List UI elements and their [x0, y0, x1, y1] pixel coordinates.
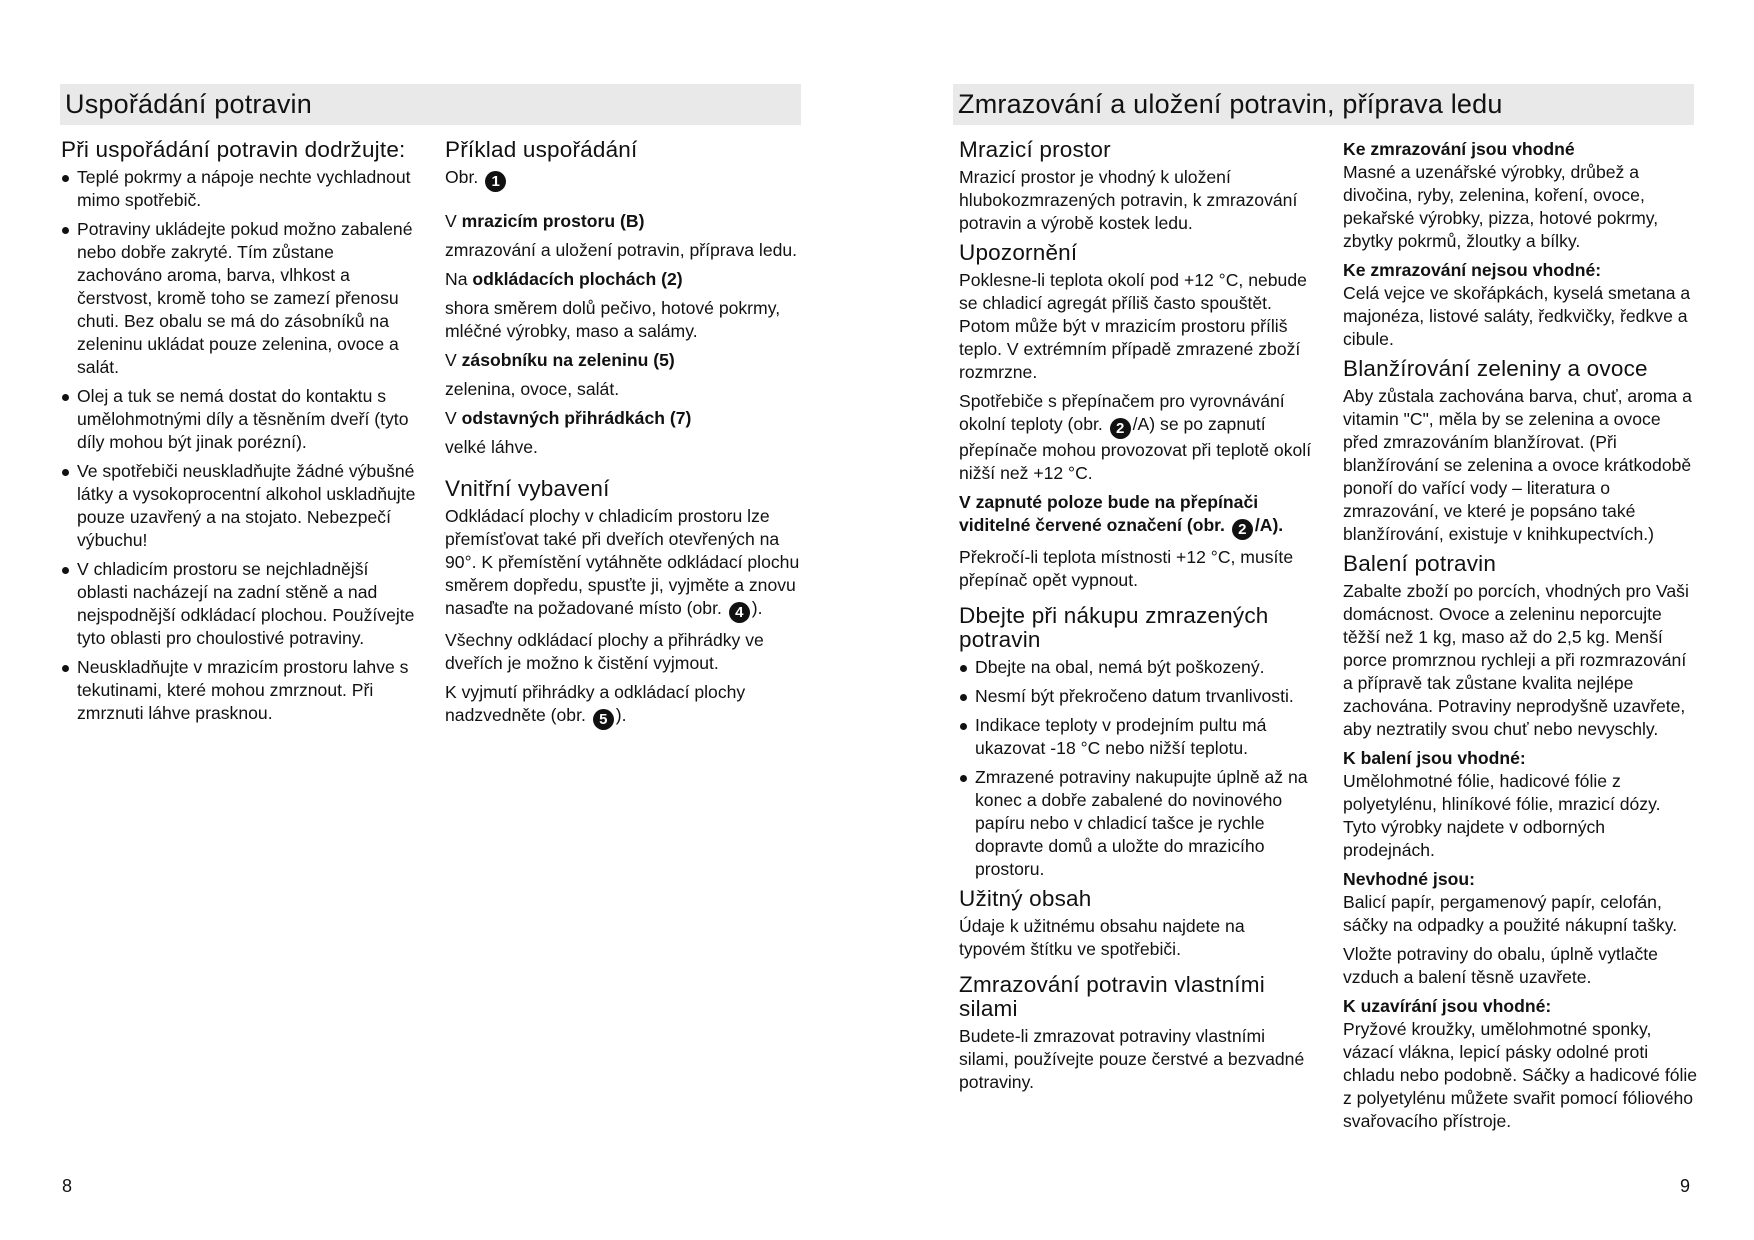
warning-heading: Upozornění [959, 240, 1078, 265]
packaging-suitable-paragraph: Umělohmotné fólie, hadicové fólie z polyetylénu, hliníkové fólie, mrazicí dózy. Tyto výrobky najdete v odborných prodejnách. [1343, 771, 1661, 860]
warning-paragraph: Překročí-li teplota místnosti +12 °C, musíte přepínač opět vypnout. [959, 547, 1294, 590]
arrangement-rules-list [61, 166, 416, 725]
item-prefix: V [445, 350, 462, 370]
blanching-paragraph: Aby zůstala zachována barva, chuť, aroma a vitamin "C", měla by se zelenina a ovoce před zmrazováním blanžírovat. (Při blanžírování se zelenina a ovoce krátkodobě ponoří do vařící vody – literatura o zmrazování, ve které je popsáno také blanžírování, existuje v knihkupectvích.) [1343, 386, 1692, 544]
list-item: Dbejte na obal, nemá být poškozený. [959, 656, 1314, 679]
interior-paragraph: Odkládací plochy v chladicím prostoru lze přemísťovat také při dveřích otevřených na 90°. K přemístění vytáhněte odkládací plochu směrem dopředu, spusťte ji, vyjměte a znovu nasaďte na požadované místo (obr. 4 ). [445, 506, 800, 621]
item-location: mrazicím prostoru (B) [461, 211, 645, 231]
list-item: Zmrazené potraviny nakupujte úplně až na konec a dobře zabalené do novinového papíru nebo v chladicí tašce je rychle dopravte domů a uložte do mrazicího prostoru. [959, 766, 1314, 881]
example-item [445, 268, 800, 343]
capacity-heading: Užitný obsah [959, 886, 1092, 911]
item-description: shora směrem dolů pečivo, hotové pokrmy, mléčné výrobky, maso a salámy. [445, 298, 781, 341]
unsuitable-heading: Ke zmrazování nejsou vhodné: [1343, 260, 1602, 280]
list-item: Olej a tuk se nemá dostat do kontaktu s umělohmotnými díly a těsněním dveří (tyto díly mohou být jinak porézní). [61, 385, 416, 454]
item-location: zásobníku na zeleninu (5) [461, 350, 675, 370]
right-page [877, 0, 1754, 1240]
packaging-suitable-heading: K balení jsou vhodné: [1343, 748, 1526, 768]
list-item: Neuskladňujte v mrazicím prostoru lahve s tekutinami, které mohou zmrznout. Při zmrznuti láhve prasknou. [61, 656, 416, 725]
capacity-paragraph: Údaje k užitnému obsahu najdete na typovém štítku ve spotřebiči. [959, 916, 1245, 959]
suitable-paragraph: Masné a uzenářské výrobky, drůbež a divočina, ryby, zelenina, koření, ovoce, pekařské výrobky, pizza, hotové pokrmy, zbytky pokrmů, žloutky a bílky. [1343, 162, 1659, 251]
warning-paragraph: Poklesne-li teplota okolí pod +12 °C, nebude se chladicí agregát příliš často spouštět. Potom může být v mrazicím prostoru příliš teplo. V extrémním případě zmrazené zboží rozmrzne. [959, 270, 1307, 382]
right-column-2 [1343, 138, 1698, 1139]
left-column-2 [445, 138, 800, 736]
figure-number-badge: 2 [1232, 519, 1253, 540]
left-page-title: Uspořádání potravin [65, 89, 312, 119]
closing-suitable-heading: K uzavírání jsou vhodné: [1343, 996, 1552, 1016]
item-location: odkládacích plochách (2) [472, 269, 683, 289]
packaging-heading: Balení potravin [1343, 551, 1497, 576]
list-item: Nesmí být překročeno datum trvanlivosti. [959, 685, 1314, 708]
packaging-instructions: Vložte potraviny do obalu, úplně vytlačte vzduch a balení těsně uzavřete. [1343, 944, 1658, 987]
warning-bold-paragraph: V zapnuté poloze bude na přepínači viditelné červené označení (obr. 2 /A). [959, 492, 1284, 538]
list-item: Teplé pokrmy a nápoje nechte vychladnout mimo spotřebič. [61, 166, 416, 212]
item-description: zmrazování a uložení potravin, příprava ledu. [445, 240, 798, 260]
right-page-title: Zmrazování a uložení potravin, příprava ledu [958, 89, 1503, 119]
page-number: 8 [62, 1176, 73, 1196]
item-prefix: Na [445, 269, 473, 289]
example-item [445, 210, 800, 262]
figure-number-badge: 1 [485, 171, 506, 192]
list-item: Ve spotřebiči neuskladňujte žádné výbušné látky a vysokoprocentní alkohol uskladňujte pouze uzavřený a na stojato. Nebezpečí výbuchu! [61, 460, 416, 552]
freezer-paragraph: Mrazicí prostor je vhodný k uložení hlubokozmrazených potravin, k zmrazování potravin a výrobě kostek ledu. [959, 167, 1298, 233]
interior-paragraph: K vyjmutí přihrádky a odkládací plochy nadzvedněte (obr. 5 ). [445, 682, 746, 728]
figure-reference [445, 166, 800, 192]
packaging-paragraph: Zabalte zboží po porcích, vhodných pro Vaši domácnost. Ovoce a zeleninu neporcujte těžší než 1 kg, maso až do 2,5 kg. Menší porce promrznou rychleji a při rozmrazování a přípravě tak zůstane kvalita nejlépe zachována. Potraviny neprodyšně uzavřete, aby neztratily svou chuť nebo nevyschly. [1343, 581, 1689, 739]
list-item: Potraviny ukládejte pokud možno zabalené nebo dobře zakryté. Tím zůstane zachováno aroma, barva, vlhkost a čerstvost, kromě toho se zamezí přenosu chuti. Bez obalu se má do zásobníků na zeleninu ukládat pouze zelenina, ovoce a salát. [61, 218, 416, 379]
shopping-list [959, 656, 1314, 881]
item-description: velké láhve. [445, 437, 538, 457]
warning-paragraph: Spotřebiče s přepínačem pro vyrovnávání okolní teploty (obr. 2 /A) se po zapnutí přepínače mohou provozovat při teplotě okolí nižší než +12 °C. [959, 391, 1312, 483]
self-freezing-paragraph: Budete-li zmrazovat potraviny vlastními silami, používejte pouze čerstvé a bezvadné potraviny. [959, 1026, 1305, 1092]
interior-paragraph: Všechny odkládací plochy a přihrádky ve dveřích je možno k čistění vyjmout. [445, 630, 764, 673]
unsuitable-paragraph: Celá vejce ve skořápkách, kyselá smetana a majonéza, listové saláty, ředkvičky, ředkve a cibule. [1343, 283, 1691, 349]
closing-suitable-paragraph: Pryžové kroužky, umělohmotné sponky, vázací vlákna, lepicí pásky odolné proti chladu nebo podobně. Sáčky a hadicové fólie z polyetylénu můžete svařit pomocí fóliového svařovacího přístroje. [1343, 1019, 1698, 1131]
shopping-heading: Dbejte při nákupu zmrazených potravin [959, 603, 1269, 652]
left-column-1 [61, 138, 416, 731]
figure-number-badge: 5 [593, 709, 614, 730]
page-number: 9 [1680, 1176, 1691, 1196]
arrangement-rules-heading: Při uspořádání potravin dodržujte: [61, 137, 406, 162]
left-section-header [60, 84, 801, 125]
figure-prefix: Obr. [445, 167, 479, 187]
example-item [445, 349, 800, 401]
right-section-header [953, 84, 1694, 125]
blanching-heading: Blanžírování zeleniny a ovoce [1343, 356, 1648, 381]
freezer-heading: Mrazicí prostor [959, 137, 1111, 162]
example-heading: Příklad uspořádání [445, 137, 638, 162]
example-item [445, 407, 800, 459]
self-freezing-heading: Zmrazování potravin vlastními silami [959, 972, 1265, 1021]
interior-equipment-heading: Vnitřní vybavení [445, 476, 610, 501]
item-prefix: V [445, 211, 462, 231]
item-location: odstavných přihrádkách (7) [461, 408, 692, 428]
item-prefix: V [445, 408, 462, 428]
packaging-unsuitable-paragraph: Balicí papír, pergamenový papír, celofán, sáčky na odpadky a použité nákupní tašky. [1343, 892, 1678, 935]
right-column-1 [959, 138, 1314, 1100]
figure-number-badge: 4 [729, 602, 750, 623]
figure-number-badge: 2 [1110, 418, 1131, 439]
list-item: Indikace teploty v prodejním pultu má ukazovat -18 °C nebo nižší teplotu. [959, 714, 1314, 760]
packaging-unsuitable-heading: Nevhodné jsou: [1343, 869, 1475, 889]
list-item: V chladicím prostoru se nejchladnější oblasti nacházejí na zadní stěně a nad nejspodnější odkládací plochou. Používejte tyto oblasti pro choulostivé potraviny. [61, 558, 416, 650]
item-description: zelenina, ovoce, salát. [445, 379, 620, 399]
suitable-heading: Ke zmrazování jsou vhodné [1343, 139, 1575, 159]
